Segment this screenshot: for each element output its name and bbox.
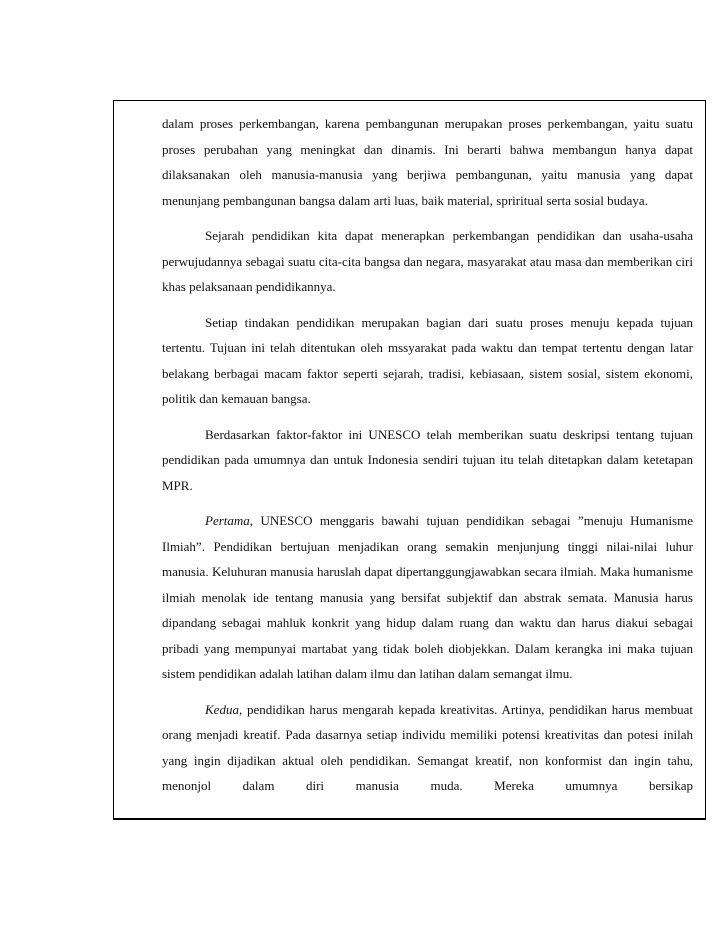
paragraph-text: , UNESCO menggaris bawahi tujuan pendidikan sebagai ”menuju Humanisme Ilmiah”. Pendidikan bertujuan menjadikan orang semakin menjunjung tinggi nilai-nilai luhur manusia. Keluhuran manusia haruslah dapat dipertanggungjawabkan secara ilmiah. Maka humanisme ilmiah menolak ide tentang manusia yang bersifat subjektif dan abstrak semata. Manusia harus dipandang sebagai mahluk konkrit yang hidup dalam ruang dan waktu dan harus diakui sebagai pribadi yang mempunyai martabat yang tidak boleh diobjekkan. Dalam kerangka ini maka tujuan sistem pendidikan adalah latihan dalam ilmu dan latihan dalam semangat ilmu. (162, 513, 693, 681)
paragraph-text: Berdasarkan faktor-faktor ini UNESCO telah memberikan suatu deskripsi tentang tujuan pendidikan pada umumnya dan untuk Indonesia sendiri tujuan itu telah ditetapkan dalam ketetapan MPR. (162, 426, 693, 493)
paragraph-text: dalam proses perkembangan, karena pembangunan merupakan proses perkembangan, yaitu suatu proses perubahan yang meningkat dan dinamis. Ini berarti bahwa membangun hanya dapat dilaksanakan oleh manusia-manusia yang berjiwa pembangunan, yaitu manusia yang dapat menunjang pembangunan bangsa dalam arti luas, baik material, spriritual serta sosial budaya. (162, 116, 693, 208)
paragraph-text: Sejarah pendidikan kita dapat menerapkan perkembangan pendidikan dan usaha-usaha perwujudannya sebagai suatu cita-cita bangsa dan negara, masyarakat atau masa dan memberikan ciri khas pelaksanaan pendidikannya. (162, 228, 693, 294)
paragraph-lead-italic: Kedua (205, 701, 239, 717)
paragraph-sejarah-pendidikan (162, 223, 693, 300)
paragraph-text: , pendidikan harus mengarah kepada kreativitas. Artinya, pendidikan harus membuat orang menjadi kreatif. Pada dasarnya setiap individu memiliki potensi kreativitas dan potesi inilah yang ingin dijadikan aktual oleh pendidikan. Semangat kreatif, non konformist dan ingin tahu, menonjol dalam diri manusia muda. Mereka umumnya bersikap (162, 701, 693, 793)
paragraph-tindakan-pendidikan (162, 310, 693, 412)
paragraph-kedua (162, 697, 693, 799)
paragraph-lead-italic: Pertama (205, 513, 250, 528)
paragraph-continuation (162, 111, 693, 213)
document-body (162, 111, 693, 799)
paragraph-pertama (162, 508, 693, 687)
paragraph-text: Setiap tindakan pendidikan merupakan bagian dari suatu proses menuju kepada tujuan tertentu. Tujuan ini telah ditentukan oleh mssyarakat pada waktu dan tempat tertentu dengan latar belakang berbagai macam faktor seperti sejarah, tradisi, kebiasaan, sistem sosial, sistem ekonomi, politik dan kemauan bangsa. (162, 314, 693, 406)
paragraph-unesco-deskripsi (162, 422, 693, 499)
